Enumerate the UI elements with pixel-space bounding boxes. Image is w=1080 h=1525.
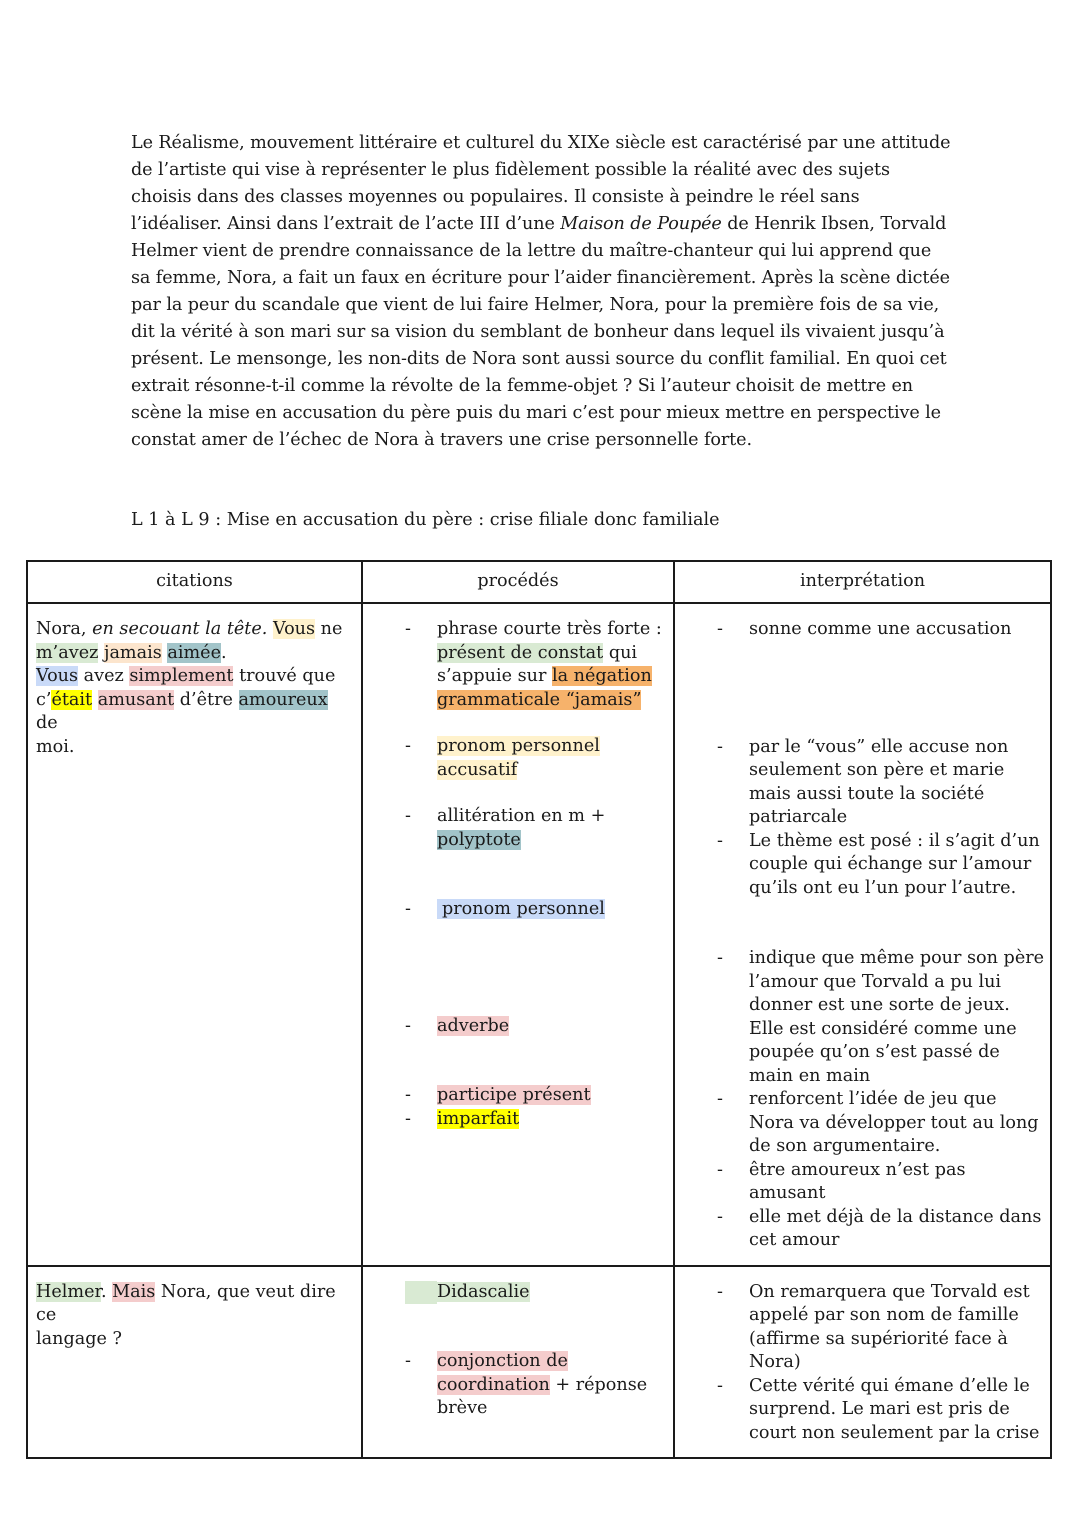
header-interpretation: interprétation xyxy=(674,561,1051,603)
list-item: - conjonction de coordination + réponse brève xyxy=(367,1350,669,1421)
list-item: - participe présent xyxy=(367,1084,669,1108)
intro-paragraph xyxy=(131,130,951,454)
citation-cell xyxy=(27,603,362,1266)
list-item: - pronom personnel xyxy=(367,898,669,922)
procedes-cell xyxy=(362,1266,674,1459)
section-title: L 1 à L 9 : Mise en accusation du père : crise filiale donc familiale xyxy=(131,510,720,530)
list-item: - pronom personnel accusatif xyxy=(367,735,669,782)
analysis-table xyxy=(26,560,1052,1459)
table-header-row xyxy=(27,561,1051,603)
citation-line: Helmer. Mais Nora, que veut dire ce xyxy=(36,1281,336,1325)
list-item: - On remarquera que Torvald est appelé par son nom de famille (affirme sa supériorité face à Nora) xyxy=(679,1281,1046,1375)
citation-line: m’avez jamais aimée. xyxy=(36,642,227,663)
interpretation-cell xyxy=(674,603,1051,1266)
list-item: - Le thème est posé : il s’agit d’un couple qui échange sur l’amour qu’ils ont eu l’un pour l’autre. xyxy=(679,830,1046,901)
list-item: - renforcent l’idée de jeu que Nora va développer tout au long de son argumentaire. xyxy=(679,1088,1046,1159)
introduction xyxy=(131,130,951,454)
interpretation-cell xyxy=(674,1266,1051,1459)
header-procedes: procédés xyxy=(362,561,674,603)
intro-text-1: Le Réalisme, mouvement littéraire et culturel du XIXe siècle est caractérisé par une attitude de l’artiste qui vise à représenter le plus fidèlement possible la réalité avec des sujets choisis dans des classes moyennes ou populaires. Il consiste à peindre le réel sans l’idéaliser. Ainsi dans l’extrait de l’acte III d’une xyxy=(131,133,951,234)
list-item: - être amoureux n’est pas amusant xyxy=(679,1159,1046,1206)
citation-cell xyxy=(27,1266,362,1459)
citation-line: moi. xyxy=(36,736,75,757)
header-citations: citations xyxy=(27,561,362,603)
list-item: - imparfait xyxy=(367,1108,669,1132)
list-item: - indique que même pour son père l’amour que Torvald a pu lui donner est une sorte de jeux. Elle est considéré comme une poupée qu’on s’est passé de main en main xyxy=(679,947,1046,1088)
table-row xyxy=(27,1266,1051,1459)
list-item: - par le “vous” elle accuse non seulement son père et marie mais aussi toute la société patriarcale xyxy=(679,736,1046,830)
list-item: - Didascalie xyxy=(367,1281,669,1305)
list-item: - allitération en m + polyptote xyxy=(367,805,669,852)
citation-line: Vous avez simplement trouvé que xyxy=(36,666,336,686)
list-item: - phrase courte très forte : présent de constat qui s’appuie sur la négation grammaticale “jamais” xyxy=(367,618,669,712)
citation-line: langage ? xyxy=(36,1328,122,1349)
procedes-cell xyxy=(362,603,674,1266)
citation-line: c’était amusant d’être amoureux de xyxy=(36,689,328,733)
list-item: - elle met déjà de la distance dans cet amour xyxy=(679,1206,1046,1253)
list-item: - adverbe xyxy=(367,1015,669,1039)
intro-text-2: de Henrik Ibsen, Torvald Helmer vient de prendre connaissance de la lettre du maître-chanteur qui lui apprend que sa femme, Nora, a fait un faux en écriture pour l’aider financièrement. Après la scène dictée par la peur du scandale que vient de lui faire Helmer, Nora, pour la première fois de sa vie, dit la vérité à son mari sur sa vision du semblant de bonheur dans lequel ils vivaient jusqu’à présent. Le mensonge, les non-dits de Nora sont aussi source du conflit familial. En quoi cet extrait résonne-t-il comme la révolte de la femme-objet ? Si l’auteur choisit de mettre en scène la mise en accusation du père puis du mari c’est pour mieux mettre en perspective le constat amer de l’échec de Nora à travers une crise personnelle forte. xyxy=(131,214,950,450)
work-title: Maison de Poupée xyxy=(560,214,722,234)
list-item: - sonne comme une accusation xyxy=(679,618,1046,642)
citation-line: Nora, en secouant la tête. Vous ne xyxy=(36,619,343,639)
list-item: - Cette vérité qui émane d’elle le surprend. Le mari est pris de court non seulement par la crise xyxy=(679,1375,1046,1446)
table-row xyxy=(27,603,1051,1266)
